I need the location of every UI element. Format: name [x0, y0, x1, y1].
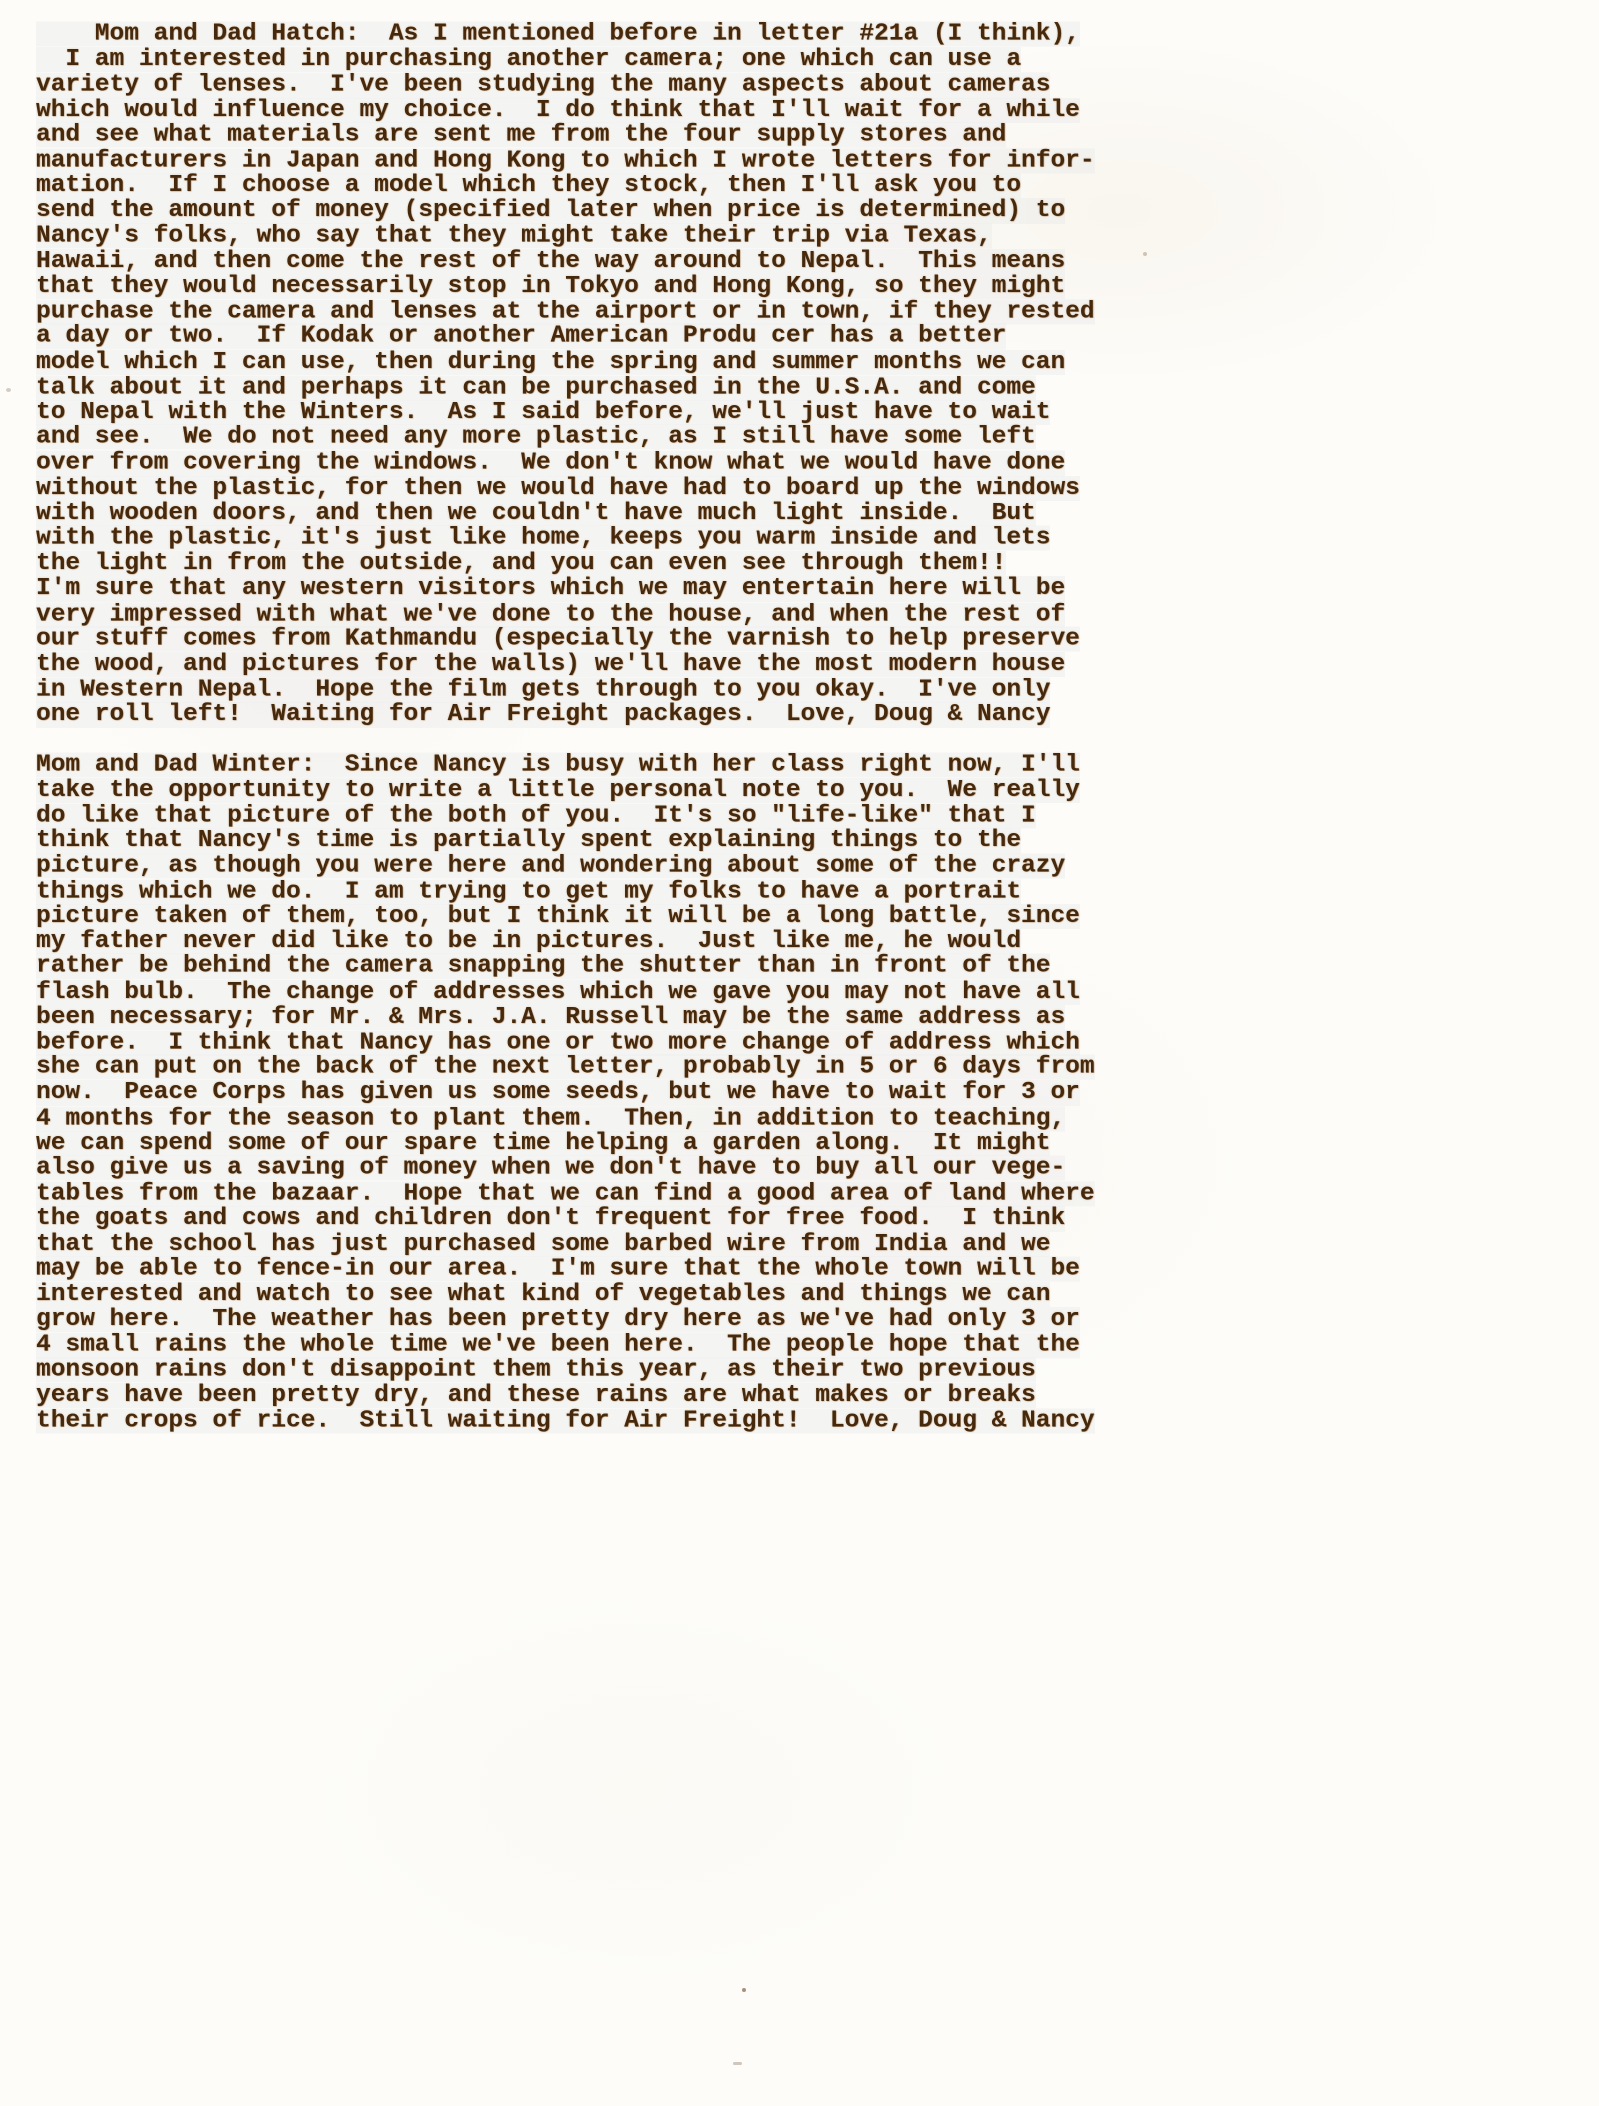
letter-line: she can put on the back of the next letter, probably in 5 or 6 days from	[36, 1053, 1095, 1081]
letter-line: purchase the camera and lenses at the airport or in town, if they rested	[36, 298, 1095, 326]
letter-line: Mom and Dad Winter: Since Nancy is busy with her class right now, I'll	[36, 751, 1080, 779]
letter-line: things which we do. I am trying to get my folks to have a portrait	[36, 878, 1022, 906]
letter-line: Mom and Dad Hatch: As I mentioned before in letter #21a (I think),	[36, 20, 1080, 48]
letter-line: without the plastic, for then we would have had to board up the windows	[36, 474, 1080, 502]
letter-line: the light in from the outside, and you can even see through them!!	[36, 550, 1007, 578]
scan-speck	[6, 388, 11, 392]
letter-line: in Western Nepal. Hope the film gets through to you okay. I've only	[36, 676, 1051, 704]
letter-line: interested and watch to see what kind of vegetables and things we can	[36, 1280, 1051, 1308]
letter-line: that they would necessarily stop in Tokyo and Hong Kong, so they might	[36, 273, 1066, 301]
letter-line: do like that picture of the both of you. It's so "life-like" that I	[36, 802, 1036, 830]
letter-line: the wood, and pictures for the walls) we'll have the most modern house	[36, 651, 1066, 679]
letter-line: and see. We do not need any more plastic, as I still have some left	[36, 423, 1036, 451]
scan-speck	[742, 1988, 746, 1992]
letter-line: with wooden doors, and then we couldn't have much light inside. But	[36, 499, 1036, 527]
letter-line: 4 months for the season to plant them. Then, in addition to teaching,	[36, 1104, 1066, 1132]
letter-line: I am interested in purchasing another camera; one which can use a	[36, 46, 1022, 74]
letter-line: monsoon rains don't disappoint them this year, as their two previous	[36, 1356, 1036, 1384]
letter-line: now. Peace Corps has given us some seeds, but we have to wait for 3 or	[36, 1079, 1080, 1107]
paragraph-winter	[36, 753, 1599, 1433]
scan-speck	[1143, 252, 1147, 256]
letter-line: mation. If I choose a model which they stock, then I'll ask you to	[36, 172, 1022, 200]
letter-line: our stuff comes from Kathmandu (especially the varnish to help preserve	[36, 625, 1080, 653]
letter-line: rather be behind the camera snapping the shutter than in front of the	[36, 952, 1051, 980]
letter-line: picture taken of them, too, but I think it will be a long battle, since	[36, 902, 1080, 930]
letter-line: 4 small rains the whole time we've been here. The people hope that the	[36, 1331, 1080, 1359]
letter-line: before. I think that Nancy has one or two more change of address which	[36, 1029, 1080, 1057]
letter-line: tables from the bazaar. Hope that we can find a good area of land where	[36, 1180, 1095, 1208]
paragraph-hatch	[36, 22, 1599, 728]
letter-line: may be able to fence-in our area. I'm sure that the whole town will be	[36, 1255, 1080, 1283]
letter-line: variety of lenses. I've been studying the many aspects about cameras	[36, 71, 1051, 99]
letter-line: Nancy's folks, who say that they might take their trip via Texas,	[36, 222, 992, 250]
letter-line: grow here. The weather has been pretty dry here as we've had only 3 or	[36, 1306, 1080, 1334]
letter-line: model which I can use, then during the spring and summer months we can	[36, 348, 1066, 376]
letter-line: that the school has just purchased some barbed wire from India and we	[36, 1230, 1051, 1258]
letter-line: I'm sure that any western visitors which we may entertain here will be	[36, 575, 1066, 603]
letter-line: and see what materials are sent me from the four supply stores and	[36, 121, 1007, 149]
letter-line: flash bulb. The change of addresses which we gave you may not have all	[36, 978, 1080, 1006]
letter-line: one roll left! Waiting for Air Freight packages. Love, Doug & Nancy	[36, 701, 1051, 729]
scan-speck	[733, 2062, 742, 2065]
letter-line: send the amount of money (specified later when price is determined) to	[36, 197, 1066, 225]
letter-line: manufacturers in Japan and Hong Kong to which I wrote letters for infor-	[36, 147, 1095, 175]
letter-line: picture, as though you were here and wondering about some of the crazy	[36, 852, 1066, 880]
letter-line: been necessary; for Mr. & Mrs. J.A. Russell may be the same address as	[36, 1003, 1066, 1031]
letter-line: with the plastic, it's just like home, keeps you warm inside and lets	[36, 524, 1051, 552]
letter-line: a day or two. If Kodak or another American Produ cer has a better	[36, 323, 1007, 351]
letter-line: the goats and cows and children don't frequent for free food. I think	[36, 1205, 1066, 1233]
letter-line: Hawaii, and then come the rest of the way around to Nepal. This means	[36, 247, 1066, 275]
letter-line: think that Nancy's time is partially spent explaining things to the	[36, 827, 1022, 855]
letter-line: years have been pretty dry, and these rains are what makes or breaks	[36, 1381, 1036, 1409]
letter-line: my father never did like to be in pictures. Just like me, he would	[36, 928, 1022, 956]
letter-line: which would influence my choice. I do think that I'll wait for a while	[36, 96, 1080, 124]
letter-line: take the opportunity to write a little personal note to you. We really	[36, 776, 1080, 804]
letter-line: we can spend some of our spare time helping a garden along. It might	[36, 1129, 1051, 1157]
letter-line: their crops of rice. Still waiting for Air Freight! Love, Doug & Nancy	[36, 1407, 1095, 1435]
letter-line: also give us a saving of money when we don't have to buy all our vege-	[36, 1154, 1066, 1182]
letter-line: very impressed with what we've done to the house, and when the rest of	[36, 601, 1066, 629]
letter-line: over from covering the windows. We don't know what we would have done	[36, 449, 1066, 477]
letter-line: to Nepal with the Winters. As I said before, we'll just have to wait	[36, 399, 1051, 427]
letter-line: talk about it and perhaps it can be purchased in the U.S.A. and come	[36, 374, 1036, 402]
